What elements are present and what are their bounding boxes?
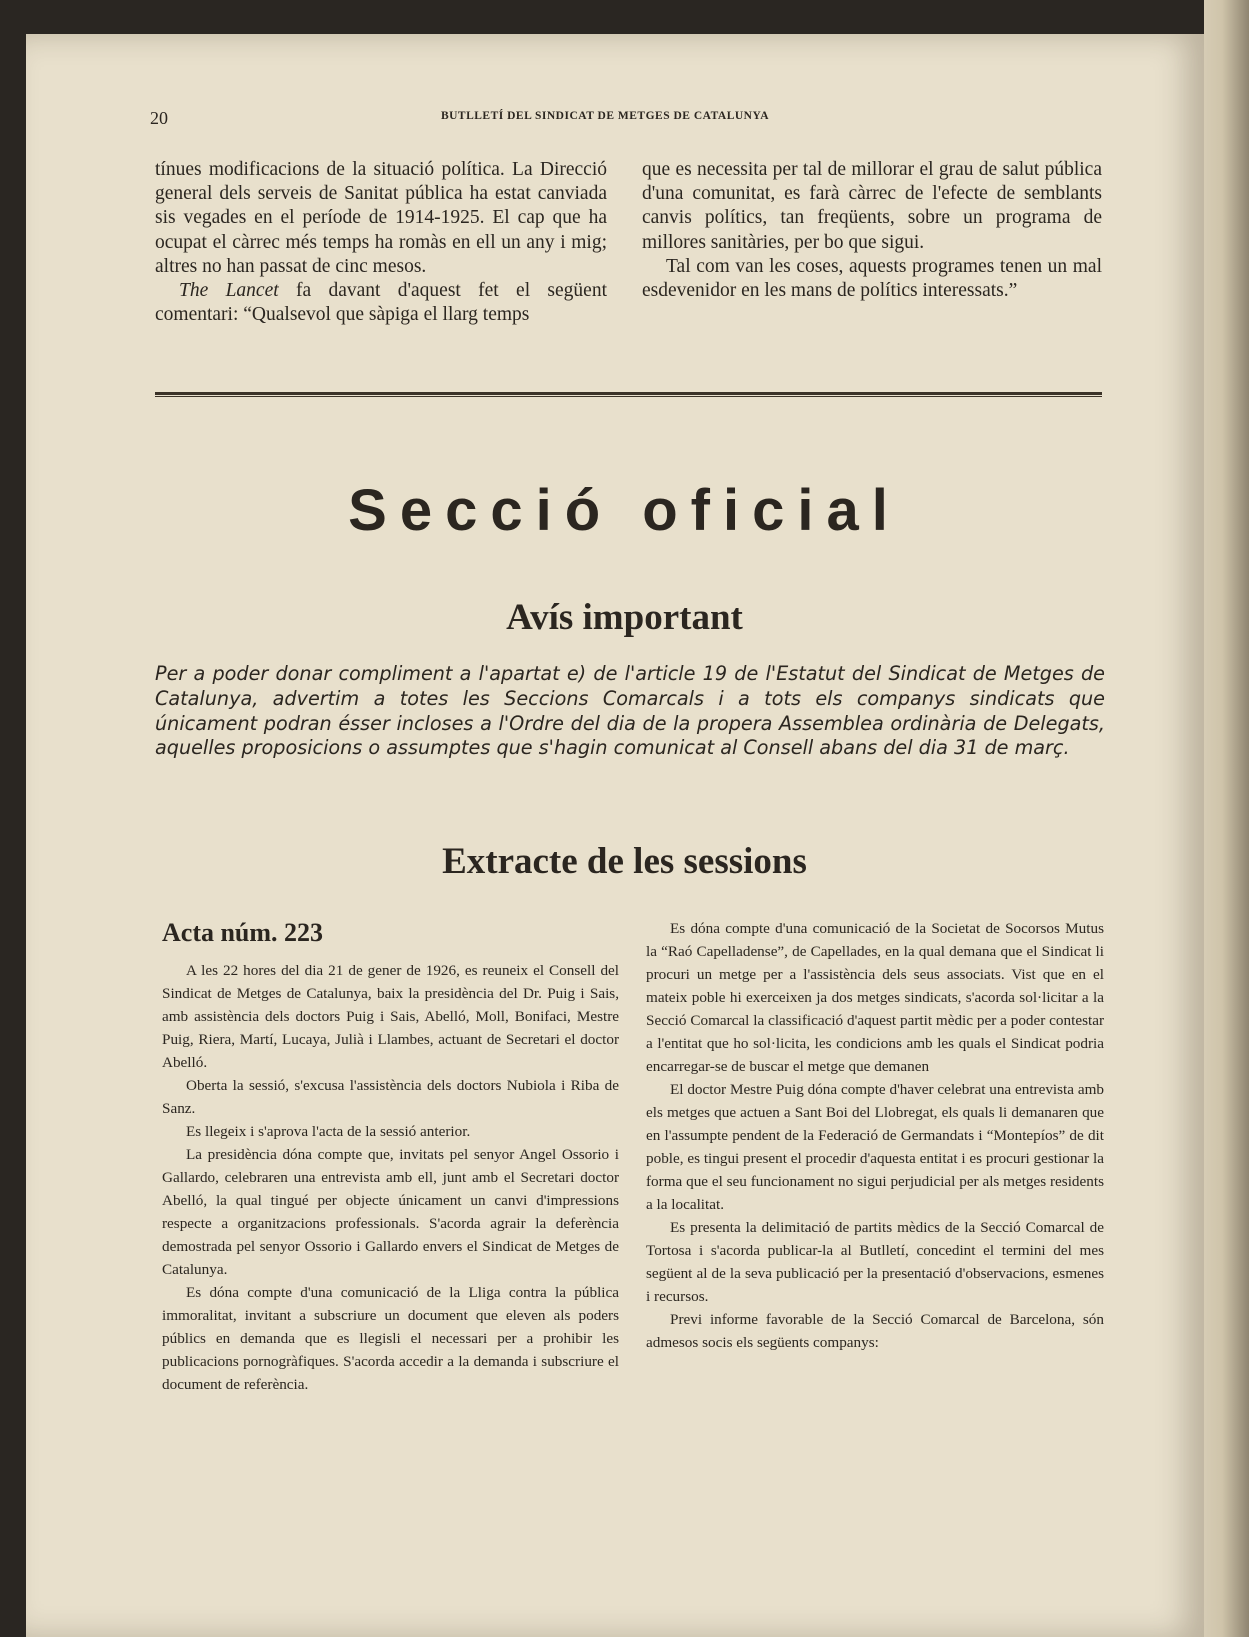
journal-name: The Lancet <box>179 280 279 302</box>
paragraph: que es necessita per tal de millorar el grau de salut pública d'una comunitat, es farà càrrec de l'efecte de semblants canvis polítics, tan freqüents, sobre un programa de millores sanitàries, per bo que sigui. <box>642 159 1102 253</box>
notice-title: Avís important <box>506 597 743 638</box>
paragraph: Es presenta la delimitació de partits mèdics de la Secció Comarcal de Tortosa i s'acorda publicar-la al Butlletí, concedint el termini del mes següent al de la seva publicació per la presentació d'observacions, esmenes i recursos. <box>646 1219 1104 1305</box>
paragraph: Es llegeix i s'aprova l'acta de la sessió anterior. <box>186 1123 471 1140</box>
paragraph: El doctor Mestre Puig dóna compte d'haver celebrat una entrevista amb els metges que actuen a Sant Boi del Llobregat, els quals li demanaren que en l'assumpte pendent de la Federació de Germandats i “Montepíos” de dit poble, es tingui present el procedir d'aquesta entitat i es procuri gestionar la forma que el seu funcionament no sigui perjudicial per als metges residents a la localitat. <box>646 1081 1104 1213</box>
paragraph: Oberta la sessió, s'excusa l'assistència dels doctors Nubiola i Riba de Sanz. <box>162 1077 619 1117</box>
paragraph: La presidència dóna compte que, invitats pel senyor Angel Ossorio i Gallardo, celebraren una entrevista amb ell, junt amb el Secretari doctor Abelló, la qual tingué per objecte únicament un canvi d'impressions respecte a organitzacions professionals. S'acorda agrair la deferència demostrada pel senyor Ossorio i Gallardo envers el Sindicat de Metges de Catalunya. <box>162 1146 619 1278</box>
paragraph: Es dóna compte d'una comunicació de la Societat de Socorsos Mutus la “Raó Capelladense”, de Capellades, en la qual demana que el Sindicat li procuri un metge per a l'assistència dels seus associats. Vist que en el mateix poble hi exerceixen ja dos metges sindicats, s'acorda sol·licitar a la Secció Comarcal la classificació d'aquest partit mèdic per a poder contestar a l'entitat que ho sol·licita, les condicions amb les quals el Sindicat podria encarregar-se de buscar el metge que demanen <box>646 920 1104 1075</box>
section-divider <box>155 392 1102 397</box>
bottom-right-column <box>646 917 1104 1354</box>
top-left-column <box>155 158 607 327</box>
extract-title: Extracte de les sessions <box>442 841 807 882</box>
paragraph: Tal com van les coses, aquests programes tenen un mal esdevenidor en les mans de polítics interessats.” <box>642 255 1102 302</box>
paragraph: tínues modificacions de la situació política. La Direcció general dels serveis de Sanitat pública ha estat canviada sis vegades en el període de 1914-1925. El cap que ha ocupat el càrrec més temps ha romàs en ell un any i mig; altres no han passat de cinc mesos. <box>155 159 607 277</box>
page-number: 20 <box>150 108 168 128</box>
paragraph: A les 22 hores del dia 21 de gener de 1926, es reuneix el Consell del Sindicat de Metges de Catalunya, baix la presidència del Dr. Puig i Sais, amb assistència dels doctors Puig i Sais, Abelló, Moll, Bonifaci, Mestre Puig, Riera, Martí, Lucaya, Julià i Llambes, actuant de Secretari el doctor Abelló. <box>162 962 619 1071</box>
running-header <box>150 108 1060 130</box>
notice-body: Per a poder donar compliment a l'apartat e) de l'article 19 de l'Estatut del Sindicat de Metges de Catalunya, advertim a totes les Seccions Comarcals i a tots els companys sindicats que únicament podran ésser incloses a l'Ordre del dia de la propera Assemblea ordinària de Delegats, aquelles proposicions o assumptes que s'hagin comunicat al Consell abans del dia 31 de març. <box>155 662 1105 760</box>
section-title: Secció oficial <box>348 478 901 543</box>
bottom-left-column <box>162 959 619 1396</box>
acta-heading: Acta núm. 223 <box>162 918 324 947</box>
top-right-column <box>642 158 1102 303</box>
paragraph: Previ informe favorable de la Secció Comarcal de Barcelona, són admesos socis els següents companys: <box>646 1311 1104 1351</box>
paragraph-text: fa davant d'aquest fet el següent comentari: “Qualsevol que sàpiga el llarg temps <box>155 280 607 326</box>
running-title: BUTLLETÍ DEL SINDICAT DE METGES DE CATALUNYA <box>440 110 770 122</box>
paragraph <box>155 279 607 327</box>
page-edge <box>1204 0 1249 1637</box>
paragraph: Es dóna compte d'una comunicació de la Lliga contra la pública immoralitat, invitant a subscriure un document que eleven als poders públics en demanda que es llegisli el necessari per a prohibir les publicacions pornogràfiques. S'acorda accedir a la demanda i subscriure el document de referència. <box>162 1284 619 1393</box>
